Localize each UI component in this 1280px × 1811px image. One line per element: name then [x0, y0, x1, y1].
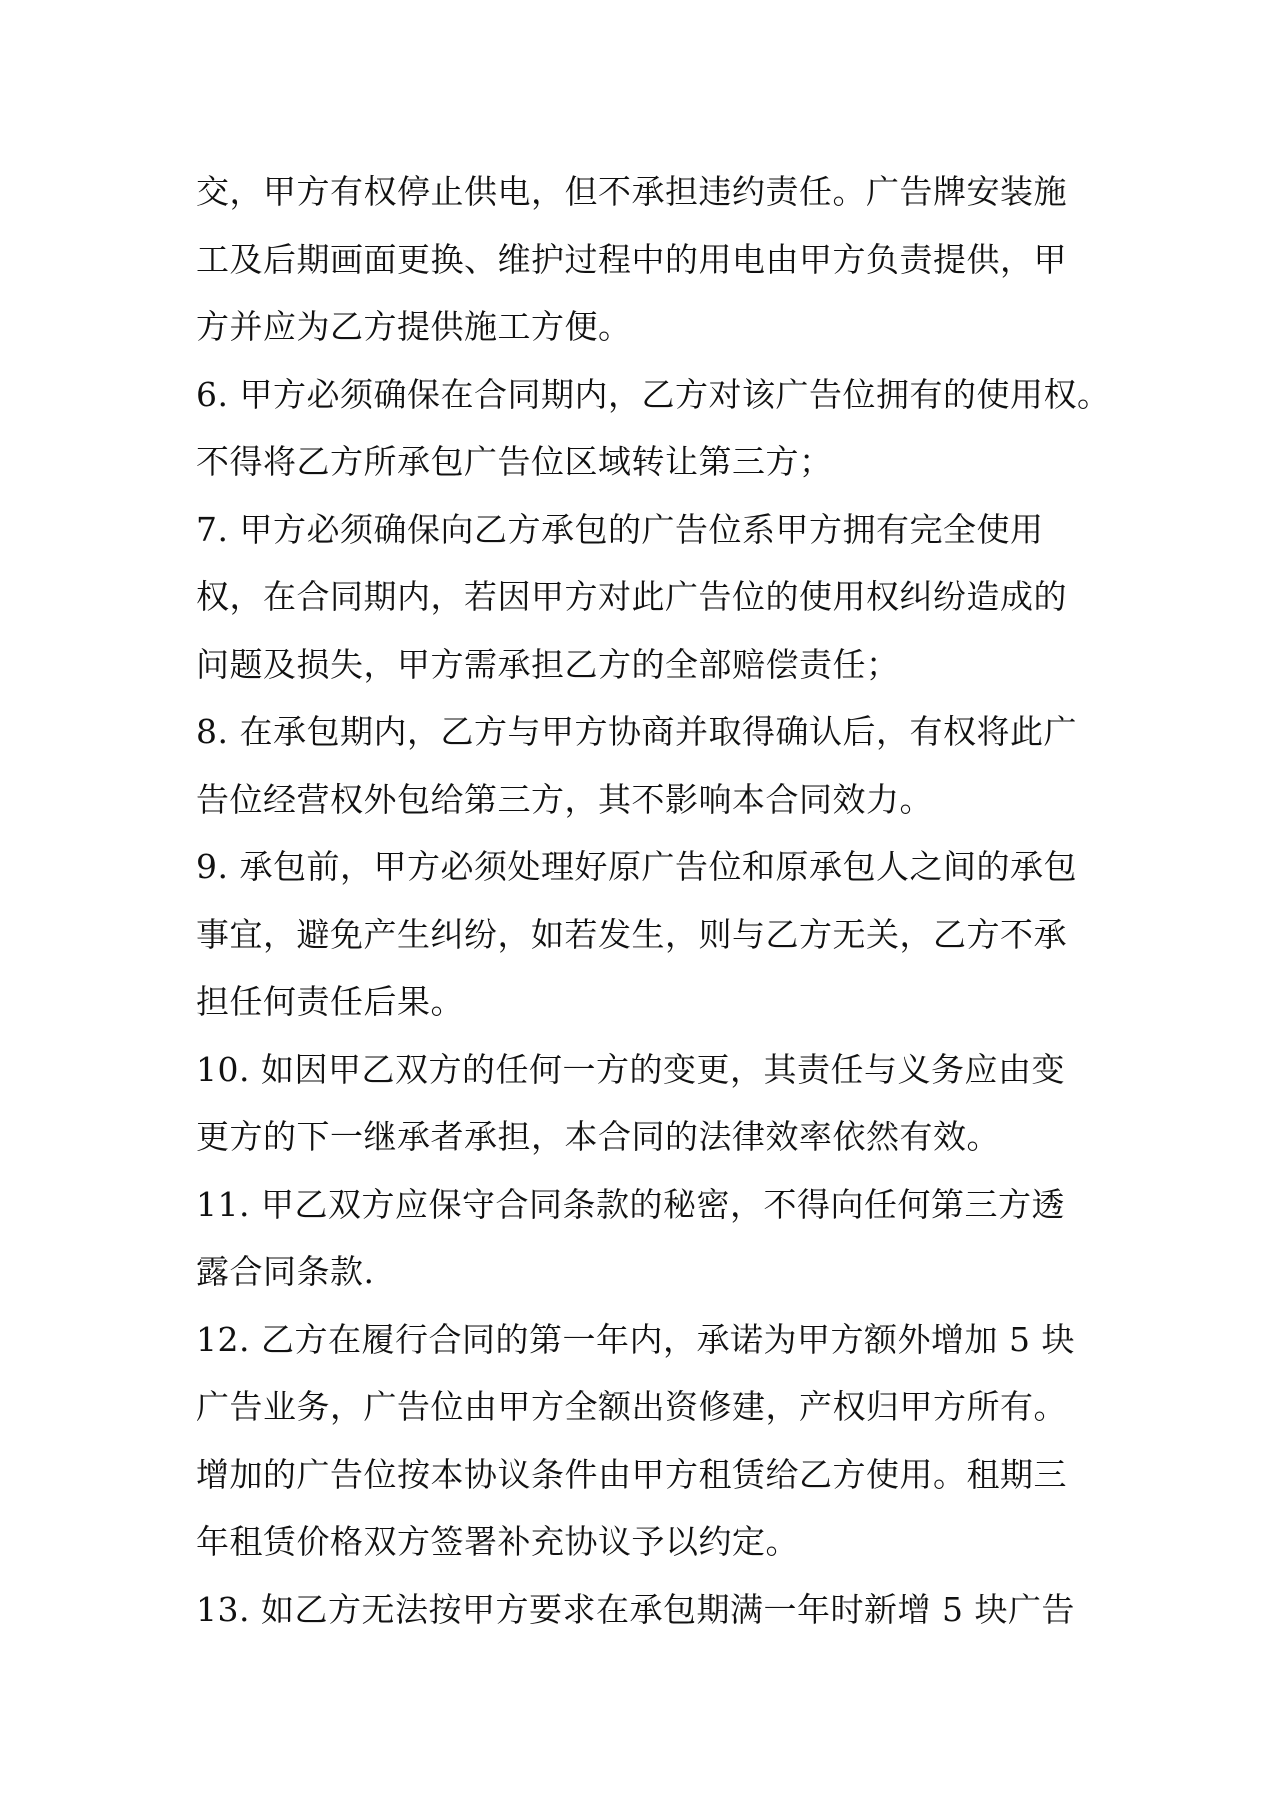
text-line: 方并应为乙方提供施工方便。 — [196, 307, 632, 346]
text-line: 更方的下一继承者承担，本合同的法律效率依然有效。 — [196, 1117, 1000, 1156]
text-line: 广告业务，广告位由甲方全额出资修建，产权归甲方所有。 — [196, 1387, 1067, 1426]
text-line: 事宜，避免产生纠纷，如若发生，则与乙方无关，乙方不承 — [196, 914, 1067, 954]
text-line: 年租赁价格双方签署补充协议予以约定。 — [196, 1522, 799, 1561]
text-line: 露合同条款. — [196, 1252, 375, 1291]
clause-6-line: 6. 甲方必须确保在合同期内，乙方对该广告位拥有的使用权。 — [196, 374, 1111, 414]
text-line: 不得将乙方所承包广告位区域转让第三方； — [196, 442, 833, 481]
clause-10-line: 10. 如因甲乙双方的任何一方的变更，其责任与义务应由变 — [196, 1049, 1065, 1089]
clause-9-line: 9. 承包前，甲方必须处理好原广告位和原承包人之间的承包 — [196, 847, 1077, 886]
text-line: 权，在合同期内，若因甲方对此广告位的使用权纠纷造成的 — [196, 577, 1067, 616]
clause-13-line: 13. 如乙方无法按甲方要求在承包期满一年时新增 5 块广告 — [196, 1589, 1075, 1629]
text-line: 工及后期画面更换、维护过程中的用电由甲方负责提供，甲 — [196, 239, 1067, 279]
clause-8-line: 8. 在承包期内，乙方与甲方协商并取得确认后，有权将此广 — [196, 712, 1077, 751]
text-line: 告位经营权外包给第三方，其不影响本合同效力。 — [196, 779, 933, 819]
clause-11-line: 11. 甲乙双方应保守合同条款的秘密，不得向任何第三方透 — [196, 1184, 1065, 1224]
text-line: 担任何责任后果。 — [196, 982, 464, 1021]
text-line: 增加的广告位按本协议条件由甲方租赁给乙方使用。租期三 — [196, 1454, 1067, 1494]
text-line: 交，甲方有权停止供电，但不承担违约责任。广告牌安装施 — [196, 172, 1067, 211]
contract-text-body — [196, 158, 1111, 1643]
clause-7-line: 7. 甲方必须确保向乙方承包的广告位系甲方拥有完全使用 — [196, 509, 1044, 549]
text-line: 问题及损失，甲方需承担乙方的全部赔偿责任； — [196, 644, 900, 684]
clause-12-line: 12. 乙方在履行合同的第一年内，承诺为甲方额外增加 5 块 — [196, 1319, 1075, 1359]
